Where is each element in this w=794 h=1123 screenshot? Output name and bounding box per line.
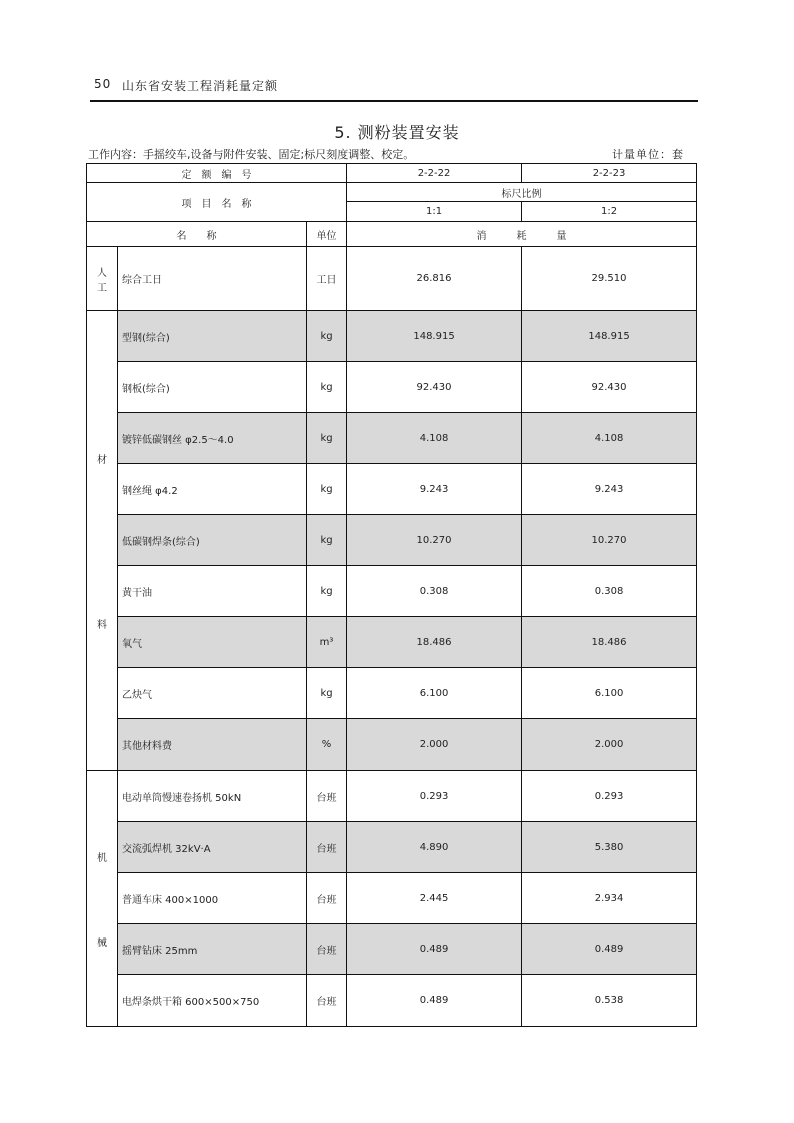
table-row xyxy=(87,515,697,566)
row-name: 镀锌低碳钢丝 φ2.5～4.0 xyxy=(118,413,307,464)
row-value-2: 0.489 xyxy=(522,924,697,975)
quota-code-2: 2-2-23 xyxy=(522,164,697,183)
table-row xyxy=(87,247,697,311)
table-row xyxy=(87,975,697,1027)
materials-group-top: 材 xyxy=(97,454,107,466)
row-name: 普通车床 400×1000 xyxy=(118,873,307,924)
table-row xyxy=(87,771,697,822)
table-row xyxy=(87,413,697,464)
row-value-2: 9.243 xyxy=(522,464,697,515)
row-value-1: 0.293 xyxy=(347,771,522,822)
row-name: 电动单筒慢速卷扬机 50kN xyxy=(118,771,307,822)
row-unit: 工日 xyxy=(307,247,347,311)
row-name: 摇臂钻床 25mm xyxy=(118,924,307,975)
name-header: 名 称 xyxy=(87,222,307,247)
scale-1: 1:1 xyxy=(347,202,522,222)
row-value-1: 4.890 xyxy=(347,822,522,873)
book-title: 山东省安装工程消耗量定额 xyxy=(122,79,279,93)
row-name: 其他材料费 xyxy=(118,719,307,771)
row-unit: kg xyxy=(307,362,347,413)
quota-code-row xyxy=(87,164,697,183)
table-row xyxy=(87,311,697,362)
row-value-2: 29.510 xyxy=(522,247,697,311)
row-unit: m³ xyxy=(307,617,347,668)
table-row xyxy=(87,566,697,617)
row-value-2: 0.308 xyxy=(522,566,697,617)
row-value-1: 18.486 xyxy=(347,617,522,668)
materials-group-label xyxy=(87,311,118,771)
column-header-row xyxy=(87,222,697,247)
row-value-2: 2.934 xyxy=(522,873,697,924)
page-number: 50 xyxy=(94,77,112,91)
table-row xyxy=(87,924,697,975)
unit-header: 单位 xyxy=(307,222,347,247)
item-name-label: 项 目 名 称 xyxy=(87,183,347,222)
row-name: 电焊条烘干箱 600×500×750 xyxy=(118,975,307,1027)
header-rule xyxy=(90,100,698,102)
page-header xyxy=(90,76,698,102)
table-row xyxy=(87,822,697,873)
row-unit: 台班 xyxy=(307,822,347,873)
row-value-1: 92.430 xyxy=(347,362,522,413)
quota-table xyxy=(86,163,697,1027)
row-value-1: 148.915 xyxy=(347,311,522,362)
row-name: 钢板(综合) xyxy=(118,362,307,413)
row-value-1: 26.816 xyxy=(347,247,522,311)
row-unit: 台班 xyxy=(307,771,347,822)
row-name: 氧气 xyxy=(118,617,307,668)
quota-code-label: 定 额 编 号 xyxy=(87,164,347,183)
row-name: 交流弧焊机 32kV·A xyxy=(118,822,307,873)
scale-label-row xyxy=(87,183,697,202)
scale-2: 1:2 xyxy=(522,202,697,222)
row-name: 综合工日 xyxy=(118,247,307,311)
row-value-2: 92.430 xyxy=(522,362,697,413)
row-value-1: 0.489 xyxy=(347,975,522,1027)
materials-group-bottom: 料 xyxy=(97,619,107,631)
machinery-group-label xyxy=(87,771,118,1027)
table-row xyxy=(87,464,697,515)
row-value-2: 148.915 xyxy=(522,311,697,362)
scale-label: 标尺比例 xyxy=(347,183,697,202)
work-content: 工作内容：手摇绞车,设备与附件安装、固定;标尺刻度调整、校定。 xyxy=(88,148,415,161)
row-unit: kg xyxy=(307,311,347,362)
section-title: 5. 测粉装置安装 xyxy=(334,123,460,142)
row-value-2: 2.000 xyxy=(522,719,697,771)
row-name: 钢丝绳 φ4.2 xyxy=(118,464,307,515)
row-value-2: 0.538 xyxy=(522,975,697,1027)
row-value-2: 4.108 xyxy=(522,413,697,464)
row-name: 型钢(综合) xyxy=(118,311,307,362)
row-unit: kg xyxy=(307,566,347,617)
row-value-2: 5.380 xyxy=(522,822,697,873)
table-row xyxy=(87,873,697,924)
machinery-group-top: 机 xyxy=(97,852,107,864)
table-row xyxy=(87,719,697,771)
measurement-unit: 计量单位：套 xyxy=(612,148,684,161)
table-row xyxy=(87,668,697,719)
row-unit: % xyxy=(307,719,347,771)
row-value-1: 2.445 xyxy=(347,873,522,924)
row-unit: 台班 xyxy=(307,975,347,1027)
consumption-header: 消 耗 量 xyxy=(347,222,697,247)
row-value-1: 10.270 xyxy=(347,515,522,566)
table-row xyxy=(87,362,697,413)
row-value-1: 2.000 xyxy=(347,719,522,771)
row-unit: kg xyxy=(307,464,347,515)
row-unit: 台班 xyxy=(307,924,347,975)
row-unit: kg xyxy=(307,413,347,464)
row-unit: 台班 xyxy=(307,873,347,924)
row-name: 乙炔气 xyxy=(118,668,307,719)
row-value-1: 0.489 xyxy=(347,924,522,975)
labor-group-label: 人工 xyxy=(87,247,118,311)
table-row xyxy=(87,617,697,668)
row-name: 低碳钢焊条(综合) xyxy=(118,515,307,566)
row-value-2: 18.486 xyxy=(522,617,697,668)
row-value-2: 10.270 xyxy=(522,515,697,566)
machinery-group-bottom: 械 xyxy=(97,937,107,949)
row-value-1: 6.100 xyxy=(347,668,522,719)
row-unit: kg xyxy=(307,515,347,566)
row-name: 黄干油 xyxy=(118,566,307,617)
row-unit: kg xyxy=(307,668,347,719)
row-value-1: 4.108 xyxy=(347,413,522,464)
row-value-1: 0.308 xyxy=(347,566,522,617)
row-value-1: 9.243 xyxy=(347,464,522,515)
row-value-2: 0.293 xyxy=(522,771,697,822)
quota-code-1: 2-2-22 xyxy=(347,164,522,183)
row-value-2: 6.100 xyxy=(522,668,697,719)
